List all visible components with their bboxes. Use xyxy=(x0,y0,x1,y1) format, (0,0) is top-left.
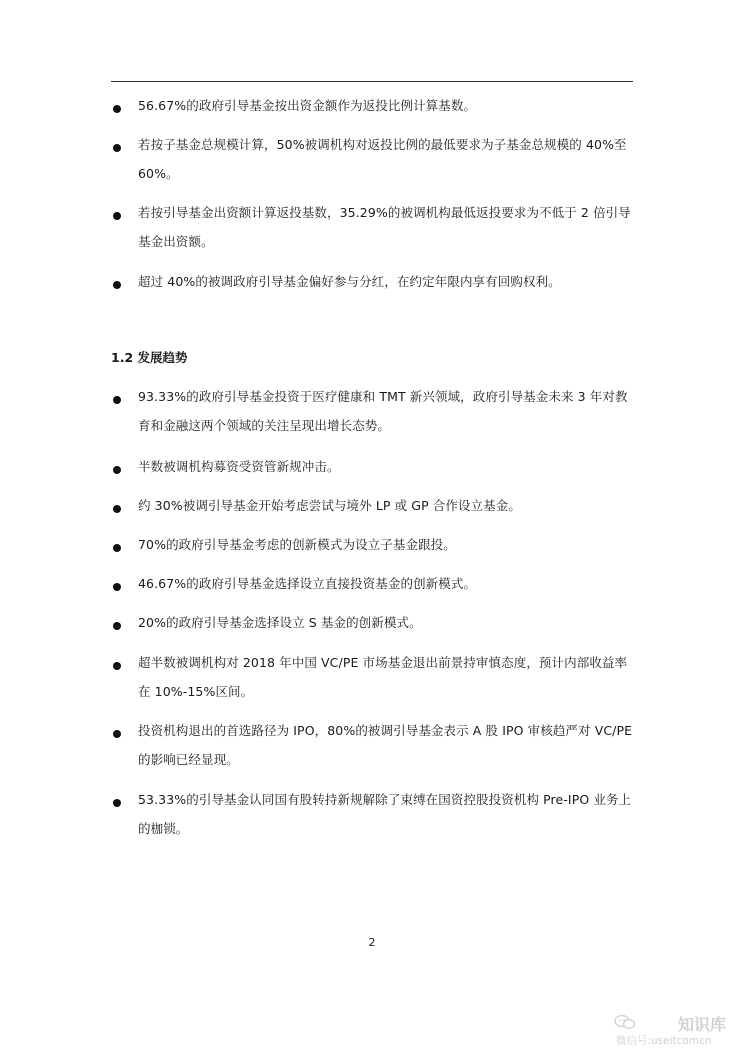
bullet-dot xyxy=(113,396,121,404)
page-number: 2 xyxy=(368,936,376,949)
bullet-text: 若按引导基金出资额计算返投基数，35.29%的被调机构最低返投要求为不低于 2 倍引导基金出资额。 xyxy=(138,205,631,249)
bullet-text: 超过 40%的被调政府引导基金偏好参与分红，在约定年限内享有回购权利。 xyxy=(138,274,561,289)
header-rule xyxy=(111,81,633,82)
bullet-dot xyxy=(113,799,121,807)
bullet-item xyxy=(111,274,633,296)
bullet-dot xyxy=(113,212,121,220)
bullet-dot xyxy=(113,730,121,738)
watermark-title: 知识库 xyxy=(678,1015,727,1034)
bullet-text: 93.33%的政府引导基金投资于医疗健康和 TMT 新兴领域，政府引导基金未来 3 年对教育和金融这两个领域的关注呈现出增长态势。 xyxy=(138,389,628,433)
bullet-text: 投资机构退出的首选路径为 IPO，80%的被调引导基金表示 A 股 IPO 审核趋严对 VC/PE 的影响已经显现。 xyxy=(138,723,633,767)
bullet-dot xyxy=(113,466,121,474)
bullet-item xyxy=(111,655,633,706)
bullet-item xyxy=(111,723,633,774)
bullet-text: 若按子基金总规模计算，50%被调机构对返投比例的最低要求为子基金总规模的 40%至 60%。 xyxy=(138,137,627,181)
bullet-item xyxy=(111,98,633,120)
bullet-text: 70%的政府引导基金考虑的创新模式为设立子基金跟投。 xyxy=(138,537,456,552)
bullet-dot xyxy=(113,662,121,670)
bullet-dot xyxy=(113,105,121,113)
watermark xyxy=(614,1012,734,1046)
bullet-item xyxy=(111,615,633,637)
bullet-text: 超半数被调机构对 2018 年中国 VC/PE 市场基金退出前景持审慎态度，预计内部收益率在 10%-15%区间。 xyxy=(138,655,628,699)
bullet-item xyxy=(111,537,633,559)
bullet-text: 20%的政府引导基金选择设立 S 基金的创新模式。 xyxy=(138,615,422,630)
watermark-subtitle: 微信号:useitcomcn xyxy=(616,1035,712,1047)
wechat-icon xyxy=(614,1014,636,1030)
bullet-item xyxy=(111,576,633,598)
bullet-dot xyxy=(113,622,121,630)
bullet-text: 53.33%的引导基金认同国有股转持新规解除了束缚在国资控股投资机构 Pre-IPO 业务上的枷锁。 xyxy=(138,792,632,836)
bullet-text: 56.67%的政府引导基金按出资金额作为返投比例计算基数。 xyxy=(138,98,477,113)
bullet-item xyxy=(111,389,633,440)
section-heading: 1.2 发展趋势 xyxy=(111,350,188,365)
bullet-item xyxy=(111,792,633,843)
bullet-item xyxy=(111,459,633,481)
bullet-text: 46.67%的政府引导基金选择设立直接投资基金的创新模式。 xyxy=(138,576,477,591)
bullet-dot xyxy=(113,144,121,152)
bullet-item xyxy=(111,137,633,188)
bullet-text: 半数被调机构募资受资管新规冲击。 xyxy=(138,459,340,474)
bullet-item xyxy=(111,498,633,520)
bullet-dot xyxy=(113,505,121,513)
bullet-item xyxy=(111,205,633,256)
bullet-dot xyxy=(113,281,121,289)
bullet-dot xyxy=(113,583,121,591)
bullet-text: 约 30%被调引导基金开始考虑尝试与境外 LP 或 GP 合作设立基金。 xyxy=(138,498,521,513)
bullet-dot xyxy=(113,544,121,552)
